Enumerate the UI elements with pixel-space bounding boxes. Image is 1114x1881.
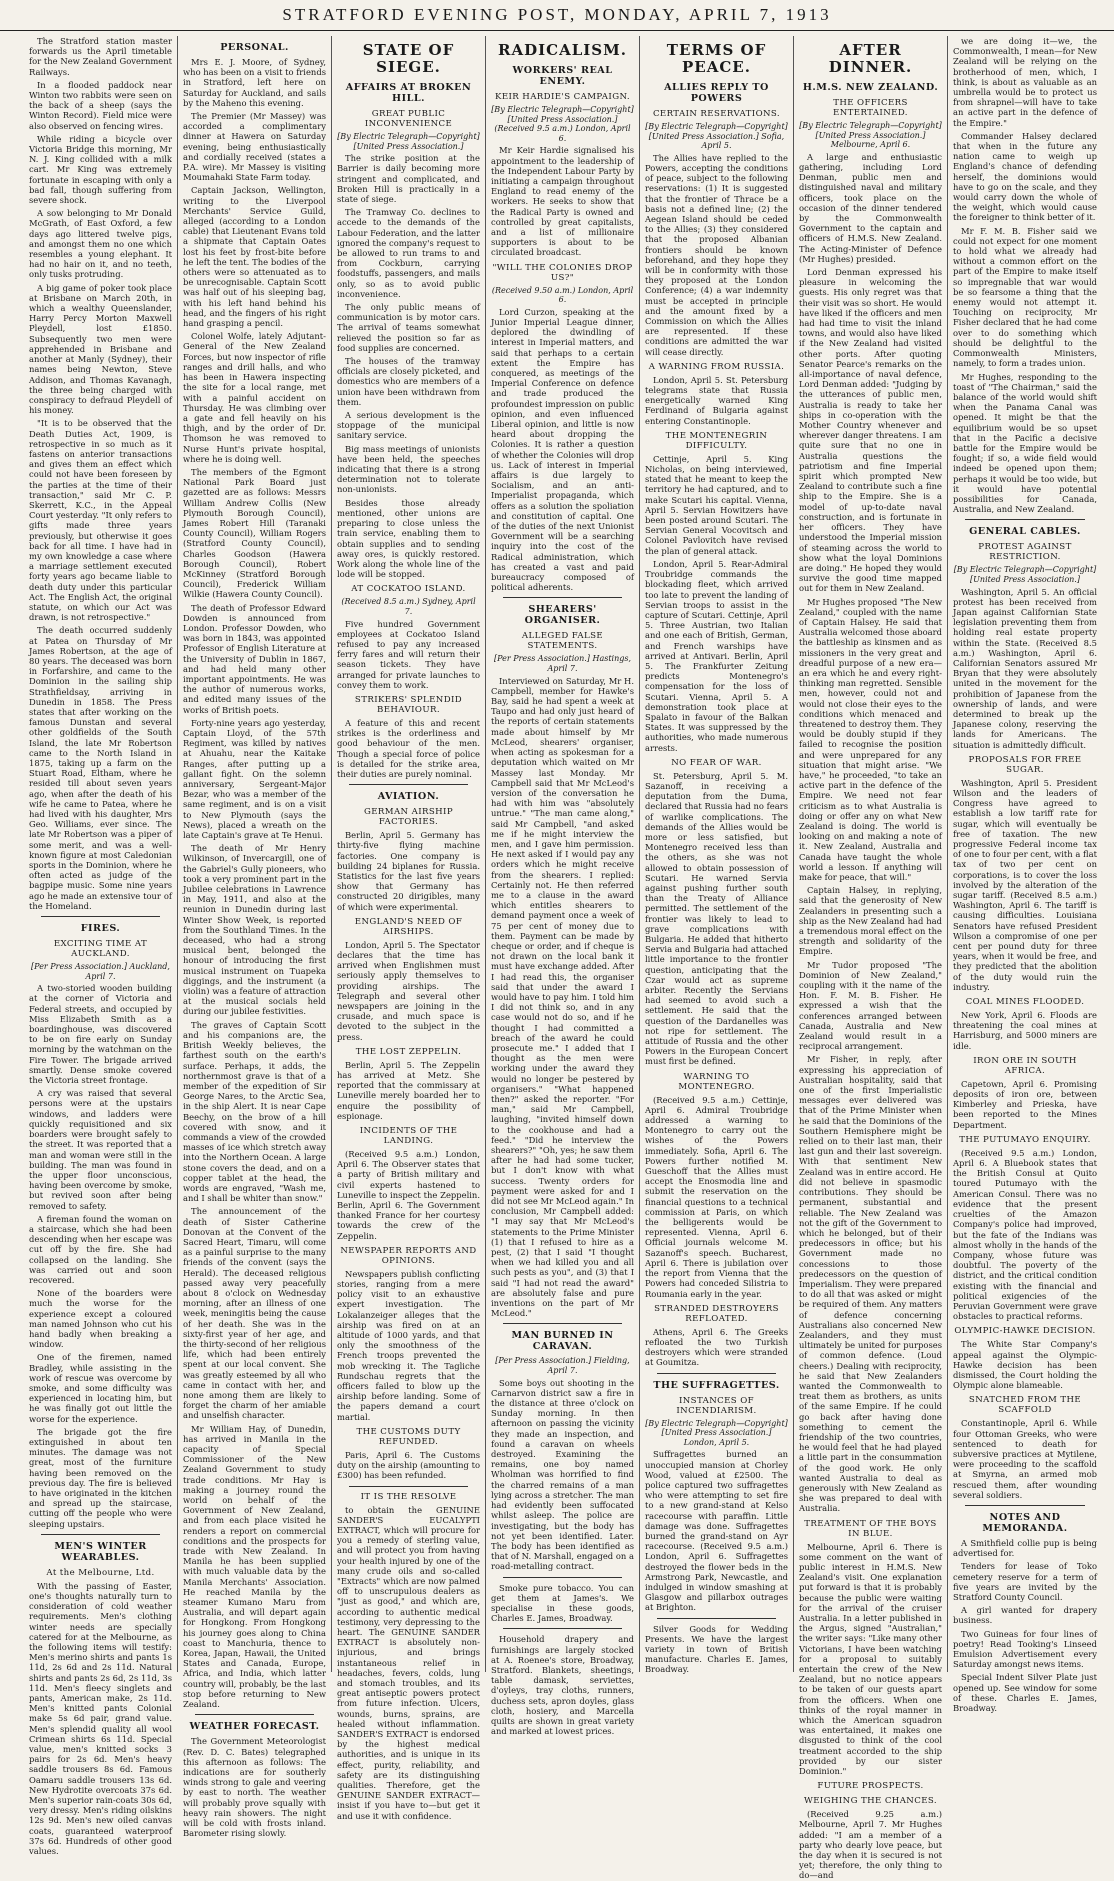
paragraph: Paris, April 6. The Customs duty on the airship (amounting to £300) has been refunded. <box>337 1449 480 1481</box>
divider <box>657 1618 776 1619</box>
paragraph: The Premier (Mr Massey) was accorded a complimentary dinner at Hawera on Saturday evening, being enthusiastically and cordially received (states a P.A. wire). Mr Massey is visiting Moumahaki State Farm today. <box>183 111 326 183</box>
column-1 <box>24 36 178 1857</box>
subheading: IRON ORE IN SOUTH AFRICA. <box>973 1055 1077 1076</box>
paragraph: New York, April 6. Floods are threatening the coal mines at Harrisburg, and 5000 miners are idle. <box>953 1010 1097 1051</box>
subheading: At the Melbourne, Ltd. <box>46 1567 155 1578</box>
subheading: TREATMENT OF THE BOYS IN BLUE. <box>804 1518 937 1539</box>
credit-line: (Received 8.5 a.m.) Sydney, April 7. <box>341 597 476 616</box>
paragraph: Five hundred Government employees at Cockatoo Island refused to pay any increased ferry fares and will return their season tickets. They have arranged for private launches to convey them to work. <box>337 618 480 690</box>
paragraph: Mr Keir Hardie signalised his appointment to the leadership of the Independent Labour Party by initiating a campaign throughout England to read enemy of the workers. He seeks to show that the Radical Party is owned and controlled by great capitalists, and a list of millionaire supporters is about to be circulated broadcast. <box>491 145 634 258</box>
divider <box>657 1373 776 1374</box>
paragraph: Special Indent Silver Plate just opened up. See window for some of these. Charles E. James, Broadway. <box>953 1672 1097 1714</box>
credit-line: [By Electric Telegraph—Copyright] [United Press Association.] <box>953 565 1097 584</box>
subheading: GREAT PUBLIC INCONVENIENCE <box>364 109 453 129</box>
paragraph: The death of Professor Edward Dowden is announced from London. Professor Dowden, who was born in 1843, was appointed Professor of English Literature at the University of Dublin in 1867, and had held many other important appointments. He was the author of numerous works, and edited many issues of the works of British poets. <box>183 602 326 715</box>
paragraph: Suffragettes burned an unoccupied mansion at Chorley Wood, valued at £2500. The police captured two suffragettes who were attempting to set fire to a new grand-stand at Kelso racecourse with paraffin. Little damage was done. Suffragettes burned the grand-stand on Ayr racecourse. (Received 9.5 a.m.) London, April 6. Suffragettes destroyed the flower beds in the Armstrong Park, Newcastle, and indulged in window smashing at Glasgow and pillarbox outrages at Brighton. <box>645 1449 788 1613</box>
paragraph: The announcement of the death of Sister Catherine Donovan at the Convent of the Sacred Heart, Timaru, will come as a painful surprise to the many friends of the convent (says the Herald). The deceased religious passed away very peacefully about 8 o'clock on Wednesday morning, after an illness of one week, meningitis being the cause of her death. She was in the sixty-first year of her age, and the thirty-second of her religious life, which had been entirely spent at our local convent. She was greatly esteemed by all who came in contact with her, and none among them are likely to forget the charm of her amiable and unselfish character. <box>183 1206 326 1421</box>
paragraph: The only public means of communication is by motor cars. The arrival of teams somewhat relieved the position so far as food supplies are concerned. <box>337 302 480 353</box>
paragraph: Mr Hughes, responding to the toast of "The Chairman," said the balance of the world would shift when the Panama Canal was opened. It might be that the equilibrium would be so upset that in the Pacific a decisive battle for the Empire would be fought; if so, a wide field would indeed be opened upon them; perhaps it would be too wide, but it would have potential possibilities for Canada, Australia, and New Zealand. <box>953 371 1097 515</box>
paragraph: Mr Fisher, in reply, after expressing his appreciation of Australian hospitality, said that one of the first Imperialistic messages ever delivered was that of the Prime Minister when he said that the Dominions of the Southern Hemisphere might be relied on to their last man, their last gun and their last sovereign. With that sentiment New Zealand was in entire accord. He did not believe in spasmodic contributions. They should be permanent, substantial and reliable. The New Zealand was not the gift of the Government to which he belonged, but of their predecessors in office; but his Government made no concessions to those predecessors on the question of Imperialism. They were prepared to do all that was asked or might be required of them. Any matters of defence concerning Australians also concerned New Zealanders, and they must ultimately be united for purposes of common defence. (Loud cheers.) Dealing with reciprocity, he said that New Zealanders wanted the Commonwealth to treat them as brothers, as units of the same Empire. If he could go back after having done something to cement the friendship of the two countries, he would feel that he had played a little part in the consummation of the good work. He only wanted Australia to deal as generously with New Zealand as she was prepared to deal with Australia. <box>799 1054 942 1514</box>
divider <box>503 1323 622 1324</box>
paragraph: A two-storied wooden building at the corner of Victoria and Federal streets, and occupied by Miss Elizabeth Smith as a boardinghouse, was discovered to be on fire early on Sunday morning by the watchman on the Fire Tower. The brigade arrived smartly. Dense smoke covered the Victoria street frontage. <box>29 983 172 1086</box>
paragraph: Constantinople, April 6. While four Ottoman Greeks, who were sentenced to death for subversive practices at Mytilene, were proceeding to the scaffold at Smyrna, an armed mob rescued them, after wounding several soldiers. <box>953 1418 1097 1500</box>
divider <box>41 916 160 917</box>
column-2 <box>178 36 332 1839</box>
column-6 <box>794 36 948 1881</box>
paragraph: The brigade got the fire extinguished in about ten minutes. The damage was not great, most of the furniture having been removed on the previous day. The fire is believed to have originated in the kitchen and spread up the staircase, cutting off the people who were sleeping upstairs. <box>29 1426 172 1529</box>
credit-line: [Per Press Association.] Fielding, April 7. <box>495 1356 630 1376</box>
section-heading: AVIATION. <box>377 791 440 803</box>
section-heading: SHEARERS' ORGANISER. <box>524 604 601 627</box>
paragraph: Two Guineas for four lines of poetry! Read Tooking's Linseed Emulsion Advertisement every Saturday amongst news items. <box>953 1628 1097 1670</box>
divider <box>349 1486 468 1487</box>
paragraph: The death occurred suddenly at Patea on Thursday of Mr James Robertson, at the age of 80 years. The deceased was born in Forfarshire, and came to the Dominion in the sailing ship Strathfieldsay, arriving in Dunedin in 1858. The Press states that after working on the famous Dunstan and several other goldfields of the South Island, the late Mr Robertson came to the North Island in 1875, taking up a farm on the Stuart Road, Eltham, where he resided till about seven years ago, when after the death of his wife he came to Patea, where he had lived with his daughter, Mrs Geo. Williams, ever since. The late Mr Robertson was a piper of some merit, and was a well-known figure at most Caledonian sports in the Dominion, where he often acted as judge of the bagpipe music. Some nine years ago he made an extensive tour of the Homeland. <box>29 625 172 911</box>
paragraph: Washington, April 5. President Wilson and the leaders of Congress have agreed to establish a low tariff rate for sugar, which will eventually be free of taxation. The new progressive Federal income tax of one to four per cent, with a flat tax of two per cent on corporations, is to cover the loss involved by the alteration of the sugar tariff. (Received 8.5 a.m.) Washington, April 6. The tariff is causing difficulties. Louisiana Senators have refused President Wilson a compromise of one per cent per pound duty for three years, when it would be free, and they predicted that the abolition of the duty would ruin the industry. <box>953 777 1097 992</box>
paragraph: None of the boarders were much the worse for the experience except a coloured man named Johnson who cut his hand badly when breaking a window. <box>29 1288 172 1350</box>
subheading: EXCITING TIME AT AUCKLAND. <box>53 939 148 960</box>
paragraph: A big game of poker took place at Brisbane on March 20th, in which a wealthy Queenslander, Harry Percy Morton Maxwell Pleydell, lost £1850. Subsequently two men were apprehended in Brisbane and another at Manly (Sydney), their names being Newton, Steve Addison, and Thomas Kavanagh, the three being charged with conspiracy to defraud Pleydell of his money. <box>29 282 172 416</box>
advert-text: Silver Goods for Wedding Presents. We have the largest variety in town of British manufacture. Charles E. James, Broadway. <box>645 1623 788 1675</box>
paragraph: London, April 5. St. Petersburg telegrams state that Russia energetically warned King Ferdinand of Bulgaria against entering Constantinople. <box>645 374 788 426</box>
paragraph: One of the firemen, named Bradley, while assisting in the work of rescue was overcome by smoke, and some difficulty was experienced in locating him, but he was finally got out little the worse for the experience. <box>29 1352 172 1424</box>
paragraph: A girl wanted for drapery business. <box>953 1605 1097 1626</box>
paragraph: Athens, April 6. The Greeks refloated the two Turkish destroyers which were stranded at Goumitza. <box>645 1326 788 1368</box>
paragraph: Berlin, April 5. Germany has thirty-five flying machine factories. One company is building 24 biplanes for Russia. Statistics for the last five years show that Germany has constructed 20 dirigibles, many of which were experimental. <box>337 830 480 912</box>
subheading: "WILL THE COLONIES DROP US?" <box>492 262 633 283</box>
section-heading: AFTER DINNER. <box>828 41 913 76</box>
paragraph: Tenders for lease of Toko cemetery reserve for a term of five years are invited by the Stratford County Council. <box>953 1561 1097 1602</box>
subheading: PROPOSALS FOR FREE SUGAR. <box>968 754 1082 775</box>
paragraph: Mr Tudor proposed "The Dominion of New Zealand," coupling with it the name of the Hon. F. M. B. Fisher. He expressed a wish that the conferences arranged between Canada, Australia and New Zealand would result in a reciprocal arrangement. <box>799 959 942 1052</box>
paragraph: Besides those already mentioned, other unions are preparing to close unless the train service, enabling them to obtain supplies and to sending away ores, is quickly restored. Work along the whole line of the lode will be stopped. <box>337 497 480 580</box>
subheading: THE OFFICERS ENTERTAINED. <box>833 98 908 118</box>
paragraph: A large and enthusiastic gathering, including Lord Denman, public men and distinguished naval and military officers, took place on the occasion of the dinner tendered by the Commonwealth Government to the captain and officers of H.M.S. New Zealand. The Acting-Minister of Defence (Mr Hughes) presided. <box>799 151 942 264</box>
divider <box>195 1714 314 1715</box>
column-7 <box>948 36 1102 1714</box>
column-5 <box>640 36 794 1675</box>
section-heading: TERMS OF PEACE. <box>666 41 767 76</box>
section-heading: MEN'S WINTER WEARABLES. <box>54 1540 147 1563</box>
section-heading: WEATHER FORECAST. <box>189 1721 320 1733</box>
section-heading: STATE OF SIEGE. <box>362 41 455 76</box>
paragraph: Newspapers publish conflicting stories, ranging from a mere policy visit to an exhaustive expert investigation. The Lokalanzeiger alleges that the airship was fired on at an altitude of 1000 yards, and that only the smoothness of the French troops prevented the mob wrecking it. The Tagliche Rundschau regrets that the officers failed to blow up the airship before landing. Some of the papers demand a court martial. <box>337 1268 480 1422</box>
paragraph: (Received 9.25 a.m.) Melbourne, April 7. Mr Hughes added: "I am a member of a party who dearly love peace, but the day when it is secured is not yet; therefore, the only thing to do—and <box>799 1809 942 1881</box>
subheading: STRANDED DESTROYERS REFLOATED. <box>654 1303 779 1324</box>
paragraph: The Allies have replied to the Powers, accepting the conditions of peace, subject to the following reservations: (1) It is suggested that the frontier of Thrace be a basis not a defined line; (2) the Aegean Island should be ceded to the Allies; (3) they considered that the proposed Albanian frontiers should be known beforehand, and they hope they will be in conformity with those they proposed at the London Conference; (4) a war indemnity must be accepted in principle and the amount fixed by a Commission on which the Allies are represented. If these conditions are admitted the war will cease directly. <box>645 152 788 357</box>
paragraph: The members of the Egmont National Park Board just gazetted are as follows: Messrs William Andrew Collis (New Plymouth Borough Council), James Robert Hill (Taranaki County Council), William Rogers (Stratford County Council), Charles Goodson (Hawera Borough Council), Robert McKinney (Stratford Borough Council), Frederick William Wilkie (Hawera County Council). <box>183 466 326 600</box>
paragraph: Washington, April 5. An official protest has been received from Japan against Californian State legislation preventing them from holding real estate property within the State. (Received 8.5 a.m.) Washington, April 6. Californian Senators assured Mr Bryan that they were absolutely united in the movement for the prohibition of Japanese from the ownership of lands, and were determined to break up the Japanese colony, reserving the lands for Americans. The situation is admittedly difficult. <box>953 586 1097 750</box>
subheading: THE CUSTOMS DUTY REFUNDED. <box>356 1426 461 1447</box>
divider <box>965 1505 1085 1506</box>
paragraph: With the passing of Easter, one's thoughts naturally turn to consideration of cold weather requirements. Men's clothing winter needs are specially catered for at the Melbourne, as the following items will testify: Men's merino shirts and pants 1s 11d, 2s 6d and 2s 11d. Natural shirts and pants 2s 6d, 2s 11d, 3s 11d. Men's fleecy singlets and pants, American make, 2s 11d. Men's knitted pants Colonial make 5s 6d pair, grand value. Men's splendid quality all wool Crimean shirts 6s 11d. Special value, men's knitted socks 3 pairs for 2s 6d. Men's heavy saddle trousers 8s 6d. Famous Oamaru saddle trousers 13s 6d. New Hydrotite overcoats 37s 6d. Men's superior rain-coats 30s 6d, very dressy. Men's riding oilskins 12s 9d. Men's new oiled canvas coats, guaranteed waterproof 37s 6d. Hundreds of other good values. <box>29 1580 172 1857</box>
paragraph: (Received 9.5 a.m.) London, April 6. A Bluebook states that the British Consul at Quito toured Putumayo with the American Consul. There was no evidence that the present cruelties of the Amazon Company's police had improved, but the fate of the Indians was almost wholly in the hands of the Company, whose future was doubtful. The poverty of the district, and the critical condition existing with the financial and political exigencies of the Peruvian Government were grave obstacles to practical reforms. <box>953 1147 1097 1322</box>
paragraph: The strike position at the Barrier is daily becoming more stringent and complicated, and Broken Hill is practically in a state of siege. <box>337 153 480 204</box>
subheading: THE PUTUMAYO ENQUIRY. <box>959 1134 1091 1145</box>
subheading: THE LOST ZEPPELIN. <box>355 1046 462 1057</box>
credit-line: [By Electric Telegraph—Copyright] [United Press Association.] Melbourne, April 6. <box>799 121 942 150</box>
advert-text: Smoke pure tobacco. You can get them at James's. We specialise in these goods, Charles E. James, Broadway. <box>491 1582 634 1624</box>
subheading: STRIKERS' SPLENDID BEHAVIOUR. <box>354 694 463 715</box>
paragraph: (Received 9.5 a.m.) London, April 6. The Observer states that a party of British military and civil experts hastened to Luneville to inspect the Zeppelin. Berlin, April 6. The Government thanked France for her courtesy towards the crew of the Zeppelin. <box>337 1149 480 1241</box>
credit-line: [By Electric Telegraph—Copyright] [United Press Association.] London, April 5. <box>645 1418 788 1447</box>
credit-line: [Per Press Association.] Auckland, April 7. <box>31 962 170 981</box>
divider <box>503 597 622 598</box>
paragraph: The Tramway Co. declines to accede to the demands of the Labour Federation, and the latter ignored the company's request to be allowed to run trams to and from Cockburn, carrying foodstuffs, passengers, and mails only, so as to avoid public inconvenience. <box>337 207 480 299</box>
paragraph: Lord Denman expressed his pleasure in welcoming the guests. His only regret was that their visit was so short. He would have liked if the officers and men had had time to visit the inland towns, and would also have liked if the New Zealand had visited other ports. After quoting Senator Pearce's remarks on the all-importance of naval defence, Lord Denman added: "Judging by the utterances of public men, Australia is ready to take her ships in co-operation with the Mother Country whenever and wherever danger threatens. I am quite sure that no one in Australia questions the patriotism and fine Imperial spirit which prompted New Zealand to contribute such a fine ship to the Empire. She is a model of up-to-date naval construction, and is fortunate in her officers. They have understood the Imperial mission of steaming across the world to show what the loyal Dominions are doing." He hoped they would survive the good time mapped out for them in New Zealand. <box>799 267 942 594</box>
paragraph: "It is to be observed that the Death Duties Act, 1909, is retrospective in so much as it fastens on anterior transactions and gives them an effect which could not have been foreseen by the parties at the time of their transaction," said Mr C. P. Skerrett, K.C., in the Appeal Court yesterday. "It only refers to gifts made three years previously, but otherwise it goes back for all time. I have had in my own knowledge a case where a marriage settlement executed forty years ago became liable to death duty under this particular Act. The English Act, the original statute, on which our Act was drawn, is not retrospective." <box>29 418 172 623</box>
credit-line: [Per Press Association.] Hastings, April 7. <box>493 654 632 674</box>
paragraph: A sow belonging to Mr Donald McGrath, of East Oxford, a few days ago littered twelve pigs, and amongst them no one which resembles a young elephant. It had no hair on it, and no teeth, only tusks protruding. <box>29 208 172 280</box>
paragraph: Colonel Wolfe, lately Adjutant-General of the New Zealand Forces, but now inspector of rifle ranges and drill halls, and who has been in Hawera inspecting the site for a local range, met with a painful accident on Thursday. He was climbing over a gate and fell heavily on his thigh, and by the order of Dr. Thomson he was removed to Nurse Hunt's private hospital, where he is doing well. <box>183 331 326 464</box>
section-heading: RADICALISM. <box>498 41 627 59</box>
advert-text: to obtain the GENUINE SANDER'S EUCALYPTI EXTRACT, which will procure for you a remedy of sterling value, and will protect you from having your health injured by one of the many crude oils and so-called "Extracts" which are now palmed off to unscrupulous dealers as "just as good," and which are, according to authentic medical testimony, very depressing to the heart. The GENUINE SANDER EXTRACT is absolutely non-injurious, and brings instantaneous relief in headaches, fevers, colds, lung and stomach troubles, and its great antiseptic powers protect from future infection. Ulcers, wounds, burns, sprains, are healed without inflammation. SANDER'S EXTRACT is endorsed by the highest medical authorities, and is unique in its effect, purity, reliability, and safety are its distinguishing qualities. Therefore, get the GENUINE SANDER EXTRACT—insist if you have to—but get it and use it with confidence. <box>337 1504 480 1821</box>
subheading: A WARNING FROM RUSSIA. <box>648 361 785 372</box>
masthead: STRATFORD EVENING POST, MONDAY, APRIL 7, 1913 <box>0 0 1114 31</box>
paragraph: Commander Halsey declared that when in the future any nation came to weigh up England's chance of defending herself, the dominions would have to go on the scale, and they would carry down the whole of the weight, which would cause the foreigner to think better of it. <box>953 130 1097 223</box>
subheading: SNATCHED FROM THE SCAFFOLD <box>968 1395 1082 1416</box>
paragraph: Melbourne, April 6. There is some comment on the want of public interest in H.M.S. New Zealand's visit. One explanation put forward is that it is probably because the public were waiting for the arrival of the cruiser Australia. In a letter published in the Argus, signed "Australian," the writer says: "Like many other Victorians, I have been watching for a proposal to suitably entertain the crew of the New Zealand, but no notice appears to be taken of our guests apart from the officers. When one thinks of the royal manner in which the American squadron was entertained, it makes one disgusted to think of the cool treatment accorded to the ship provided by our sister Dominion." <box>799 1541 942 1777</box>
subheading: NEWSPAPER REPORTS AND OPINIONS. <box>340 1245 477 1266</box>
paragraph: The Stratford station master forwards us the April timetable for the New Zealand Government Railways. <box>29 36 172 77</box>
column-4 <box>486 36 640 1737</box>
subheading: INCIDENTS OF THE LANDING. <box>359 1126 458 1147</box>
paragraph: St. Petersburg, April 5. M. Sazanoff, in receiving a deputation from the Duma, declared that Russia had no fears of warlike complications. The demands of the Allies would be more or less satisfied, but Montenegro received less than the others, as she was not allowed to obtain possession of Scutari. He warned Servia against pushing further south than the Treaty of Alliance permitted. The settlement of the frontier was likely to lead to grave complications with Bulgaria. He added that hitherto Servia and Bulgaria had attached little importance to the frontier question, anticipating that the Czar would act as supreme arbiter. Recently the Servians had seemed to avoid such a settlement. He said that the question of the Dardanelles was not ripe for settlement. The attitude of Russia and the other Powers in the European Concert must first be defined. <box>645 770 788 1067</box>
subheading: INSTANCES OF INCENDIARISM. <box>676 1395 757 1416</box>
divider <box>965 519 1085 520</box>
section-heading: THE SUFFRAGETTES. <box>653 1379 780 1391</box>
paragraph: London, April 5. The Spectator declares that the time has arrived when Englishmen must seriously apply themselves to providing airships. The Telegraph and several other newspapers are joining in the crusade, and much space is devoted to the subject in the press. <box>337 939 480 1042</box>
subheading: OLYMPIC-HAWKE DECISION. <box>954 1326 1096 1337</box>
paragraph: we are doing it—we, the Commonwealth, I mean—for New Zealand will be relying on the brotherhood of men, which, I think, is about as valuable as an umbrella would be to protect us from shrapnel—will have to take an active part in the defence of the Empire." <box>953 36 1097 128</box>
subheading: WARNING TO MONTENEGRO. <box>678 1071 755 1092</box>
paragraph: The graves of Captain Scott and his companions are, the British Weekly believes, the farthest south on the earth's surface. Perhaps, it adds, the northernmost grave is that of a member of the expedition of Sir George Nares, to the Arctic Sea, in the ship Alert. It is near Cape Beechy, on the brow of a hill covered with snow, and it commands a view of the crowded masses of ice which stretch away into the Northern Ocean. A large stone covers the dead, and on a copper tablet at the head, the words are engraved, "Wash me, and I shall be whiter than snow." <box>183 1019 326 1204</box>
divider <box>349 784 468 785</box>
paragraph: A serious development is the stoppage of the municipal sanitary service. <box>337 410 480 441</box>
paragraph: Interviewed on Saturday, Mr H. Campbell, member for Hawke's Bay, said he had spent a week at Taupo and had only just heard of the reports of certain statements made about himself by Mr McLeod, shearers' organiser, when acting as spokesman for a deputation which waited on Mr Massey last Monday. Mr Campbell said that Mr McLeod's version of the conversation he had with him was "absolutely untrue." "The man came along," said Mr Campbell, "and asked me if he might interview the men, and I gave him permission. He next asked if I would pay any orders which he might receive from the shearers. I replied: Certainly not. He then referred me to a clause in the award which entitles shearers to demand payment once a week of 75 per cent of money due to them. Payment can be made by cheque or order, and if cheque is not drawn on the local bank it must have exchange added. After I had read this, the organiser said that under the award I would have to pay him. I told him I did not think so, and in any case would not do so, and if he thought I had committed a breach of the award he could prosecute me." I added that I thought as the men were working under the award they would no longer be pestered by organisers." "What happened then?" asked the reporter. "For man," said Mr Campbell, laughing, "invited himself down to the cookhouse and had a feed." "Did he interview the shearers?" "Oh, yes; he saw them after he had had some tucker, but I don't know with what success. Twenty orders for payment were asked for and I did not see Mr McLeod again." In conclusion, Mr Campbell added: "I may say that Mr McLeod's statements to the Prime Minister (1) that I refused to hire as a pest, (2) that I said "I thought when we had killed you and all such pests as you", and (3) that I said "I had not read the award" are absolutely false and pure inventions on the part of Mr McLeod." <box>491 675 634 1319</box>
section-heading: FIRES. <box>80 923 121 935</box>
subheading: H.M.S. NEW ZEALAND. <box>802 82 939 93</box>
paragraph: London, April 5. Rear-Admiral Troubridge commands the blockading fleet, which arrived too late to prevent the landing of Servian troops to assist in the capture of Scutari. Cettinje, April 5. Three Austrian, two Italian and one each of British, German, and French warships have arrived at Antivari. Berlin, April 5. The Frankfurter Zeitung predicts Montenegro's compensation for the loss of Scutari. Vienna, April 5. A demonstration took place at Spalato in favour of the Balkan States. It was suppressed by the authorities, who made numerous arrests. <box>645 558 788 753</box>
paragraph: The houses of the tramway officials are closely picketed, and domestics who are members of a union have been withdrawn from them. <box>337 356 480 407</box>
paragraph: Mr William Hay, of Dunedin, has arrived in Manila in the capacity of Special Commissioner of the New Zealand Government to study trade conditions. Mr Hay is making a journey round the world on behalf of the Government of New Zealand, and from each place visited he renders a report on commercial conditions and the prospects for trade with New Zealand. In Manila he has been supplied with much valuable data by the Manila Merchants' Association. He reached Manila by the steamer Kumano Maru from Australia, and will depart again for Hongkong. From Hongkong his journey goes along to China coast to Manchuria, thence to Korea, Japan, Hawaii, the United States and Canada, Europe, Africa, and India, which latter country will, probably, be the last stop before returning to New Zealand. <box>183 1423 326 1710</box>
paragraph: Berlin, April 5. The Zeppelin has arrived at Metz. She reported that the commissary at Luneville merely boarded her to enquire the possibility of espionage. <box>337 1059 480 1121</box>
paragraph: Mr Hughes proposed "The New Zealand," coupled with the name of Captain Halsey. He said that Australia welcomed those aboard the battleship as kinsmen and as missioners in the very great and dreadful purpose of a new era—an era which he and every right-thinking man regretted. Sensible men, however, could not and would not close their eyes to the conditions which menaced and threatened to destroy them. They would be doubly stupid if they failed to recognise the position and were unprepared for any situation that might arise. "We have," he proceeded, "to take an active part in the defence of the Empire. We need not fear criticism as to what Australia is doing or offer any on what New Zealand is doing. The world is looking on and making a note of it. New Zealand, Australia and Canada have taught the whole world a lesson. If anything will make for peace, that will." <box>799 596 942 882</box>
paragraph: Cettinje, April 5. King Nicholas, on being interviewed, stated that he meant to keep the territory he had captured, and to make Scutari his capital. Vienna, April 5. Servian Howitzers have been posted around Scutari. The Servian General Vocovitsch and Colonel Pavlovitch have revised the plan of general attack. <box>645 453 788 556</box>
advert-text: Household drapery and furnishings are largely stocked at A. Roenee's store, Broadway, Stratford. Blankets, sheetings, table damask, serviettes, d'oyleys, tray cloths, runners, duchess sets, apron doyles, glass cloth, hosiery, and Marcella quilts are shown in great variety and marked at lowest prices. <box>491 1634 634 1737</box>
subheading: COAL MINES FLOODED. <box>965 997 1085 1008</box>
paragraph: The death of Mr Henry Wilkinson, of Invercargill, one of the Gabriel's Gully pioneers, who took a very prominent part in the Jubilee celebrations in Lawrence in May, 1911, and also at the reunion in Dunedin during last Winter Show Week, is reported from the Southland Times. In the deceased, who had a strong musical bent, belonged the honour of introducing the first musical instrument on Tuapeka diggings, and the instrument (a violin) was a feature of attraction at the musical socials held during our jubilee festivities. <box>183 843 326 1017</box>
subheading: ALLEGED FALSE STATEMENTS. <box>521 631 604 652</box>
paragraph: A cry was raised that several persons were at the upstairs windows, and ladders were quickly requisitioned and six boarders were brought safely to the street. It was reported that a man and woman were still in the building. The man was found in the upper floor unconscious, having been overcome by smoke, but revived soon after being removed to safety. <box>29 1088 172 1211</box>
paragraph: Some boys out shooting in the Carnarvon district saw a fire in the distance at three o'clock on Sunday morning. In then afternoon on passing the vicinity they made an inspection, and found a caravan on wheels destroyed. Examining the remains, one boy named Wholman was horrified to find the charred remains of a man lying across a stretcher. The man had evidently been suffocated whilst asleep. The police are investigating, but the body has not yet been identified. Later. The body has been identified as that of N. Marshall, engaged on a road-metalling contract. <box>491 1377 634 1572</box>
columns <box>24 36 1102 1881</box>
paragraph: Mr F. M. B. Fisher said we could not expect for one moment to hold what we already had without a common effort on the part of the Empire to make itself so impregnable that war would be so fearsome a thing that the enemy would not attempt it. Touching on reciprocity, Mr Fisher declared that he had come over to do something which should be delightful to the Commonwealth Ministers, namely, to form a trades union. <box>953 225 1097 369</box>
credit-line: [By Electric Telegraph—Copyright] [United Press Association.] (Received 9.5 a.m.) London, April 6. <box>491 105 634 143</box>
section-heading: GENERAL CABLES. <box>969 526 1081 538</box>
paragraph: Captain Halsey, in replying, said that the generosity of New Zealanders in presenting such a ship as the New Zealand had had a tremendous moral effect on the strength and solidarity of the Empire. <box>799 885 942 957</box>
subheading: NO FEAR OF WAR. <box>671 757 762 768</box>
subheading: AT COCKATOO ISLAND. <box>351 584 466 595</box>
credit-line: [By Electric Telegraph—Copyright] [United Press Association.] Sofia, April 5. <box>645 122 788 151</box>
subheading: FUTURE PROSPECTS. <box>817 1781 924 1792</box>
paragraph: The White Star Company's appeal against the Olympic-Hawke decision has been dismissed, the Court holding the Olympic alone blameable. <box>953 1339 1097 1391</box>
subheading: PROTEST AGAINST RESTRICTION. <box>978 542 1072 563</box>
paragraph: While riding a bicycle over Victoria Bridge this morning, Mr N. J. King collided with a milk cart. Mr King was extremely fortunate in escaping with only a bad fall, though suffering from severe shock. <box>29 133 172 206</box>
subheading: WORKERS' REAL ENEMY. <box>512 65 613 87</box>
subheading: KEIR HARDIE'S CAMPAIGN. <box>495 92 630 102</box>
paragraph: (Received 9.5 a.m.) Cettinje, April 6. Admiral Troubridge addressed a warning to Montenegro to carry out the wishes of the Powers immediately. Sofia, April 6. The Powers further notified M. Gueschoff that the Allies must accept the Enosmodia line and submit the reservation on the financial questions to a technical commission at Paris, on which the belligerents would be represented. Vienna, April 6. Official journals welcome M. Sazanoff's speech. Bucharest, April 6. There is jubilation over the report from Vienna that the Powers had conceded Silistria to Roumania early in the year. <box>645 1094 788 1299</box>
divider <box>503 1577 622 1578</box>
divider <box>41 1534 160 1535</box>
column-3 <box>332 36 486 1821</box>
advert-heading: IT IS THE RESOLVE <box>360 1491 457 1502</box>
paragraph: A fireman found the woman on a staircase, which she had been descending when her escape was cut off by the fire. She had collapsed on the landing. She was carried out and soon recovered. <box>29 1213 172 1285</box>
divider <box>503 1628 622 1629</box>
paragraph: Forty-nine years ago yesterday, Captain Lloyd, of the 57th Regiment, was killed by natives at Ahuahu, near the Kaitake Ranges, after putting up a gallant fight. On the solemn anniversary, Sergeant-Major Bezar, who was a member of the same regiment, and is on a visit to New Plymouth (says the News), placed a wreath on the late Captain's grave at Te Henui. <box>183 717 326 841</box>
section-heading: PERSONAL. <box>220 42 289 53</box>
paragraph: A Smithfield collie pup is being advertised for. <box>953 1537 1097 1559</box>
subheading: ENGLAND'S NEED OF AIRSHIPS. <box>354 916 463 937</box>
subheading: WEIGHING THE CHANCES. <box>804 1796 937 1807</box>
paragraph: Mrs E. J. Moore, of Sydney, who has been on a visit to friends in Stratford, left here on Saturday for Auckland, and sails by the Maheno this evening. <box>183 57 326 108</box>
paragraph: In a flooded paddock near Winton two rabbits were seen on the back of a sheep (says the Winton Record). Field mice were also observed on fencing wires. <box>29 79 172 131</box>
paragraph: The Government Meteorologist (Rev. D. C. Bates) telegraphed this afternoon as follows: The indications are for southerly winds strong to gale and veering by east to north. The weather will probably prove squally with heavy rain showers. The night will be cold with frosts inland. Barometer rising slowly. <box>183 1736 326 1839</box>
paragraph: Captain Jackson, Wellington, writing to the Liverpool Merchants' Service Guild, alleged (according to a London cable) that Lieutenant Evans told a shipmate that Captain Oates lost his feet by frost-bite before he left the tent. The bodies of the others were so attenuated as to be unrecognisable. Captain Scott was half out of his sleeping bag, with his left hand behind his head, and the fingers of his right hand grasping a pencil. <box>183 185 326 329</box>
subheading: ALLIES REPLY TO POWERS <box>664 82 769 104</box>
paragraph: A feature of this and recent strikes is the orderliness and good behaviour of the men. Though a special force of police is detailed for the strike area, their duties are purely nominal. <box>337 717 480 779</box>
subheading: GERMAN AIRSHIP FACTORIES. <box>363 807 454 828</box>
subheading: AFFAIRS AT BROKEN HILL. <box>345 82 472 104</box>
paragraph: Capetown, April 6. Promising deposits of iron ore, between Kimberley and Prieska, have been reported to the Mines Department. <box>953 1078 1097 1130</box>
paragraph: Lord Curzon, speaking at the Junior Imperial League dinner, deplored the dwindling of interest in Imperial matters, and said that perhaps to a certain extent the Empire has conquered, as meetings of the Imperial Conference on defence and trade produced the profoundest impression on public opinion, and even influenced Liberal opinion, and little is now heard about dropping the Colonies. It is rather a question of whether the Colonies will drop us. Lack of interest in Imperial affairs is due largely to Socialism, and an anti-Imperialist propaganda, which offers as a solution the spoliation and constitution of capital. One of the duties of the next Unionist Government will be a searching inquiry into the cost of the Radical administration, which has created a vast and paid bureaucracy composed of political adherents. <box>491 306 634 593</box>
subheading: THE MONTENEGRIN DIFFICULTY. <box>665 430 768 451</box>
paragraph: Big mass meetings of unionists have been held, the speeches indicating that there is a strong determination not to tolerate non-unionists. <box>337 443 480 495</box>
credit-line: [By Electric Telegraph—Copyright] [United Press Association.] <box>337 132 480 151</box>
credit-line: (Received 9.50 a.m.) London, April 6. <box>491 285 634 305</box>
section-heading: NOTES AND MEMORANDA. <box>982 1511 1068 1534</box>
subheading: CERTAIN RESERVATIONS. <box>652 109 781 119</box>
section-heading: MAN BURNED IN CARAVAN. <box>511 1330 614 1353</box>
